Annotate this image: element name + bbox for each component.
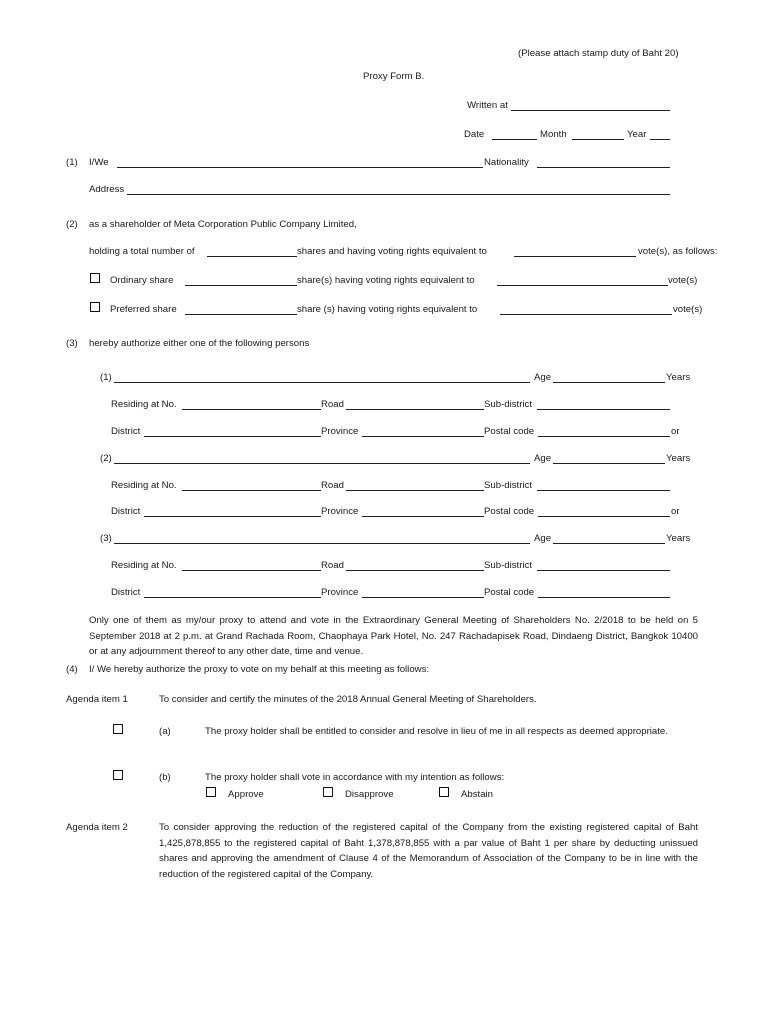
abstain-label: Abstain xyxy=(461,789,493,800)
person-2-district-label: District xyxy=(111,506,141,517)
person-1-age-field[interactable] xyxy=(553,382,665,383)
preferred-votes-label: vote(s) xyxy=(673,304,703,315)
total-shares-field[interactable] xyxy=(207,256,297,257)
section-4-number: (4) xyxy=(66,664,78,675)
holding-label: holding a total number of xyxy=(89,246,195,257)
preferred-shares-field[interactable] xyxy=(185,314,297,315)
person-2-subdistrict-field[interactable] xyxy=(537,490,670,491)
total-votes-field[interactable] xyxy=(514,256,636,257)
written-at-label: Written at xyxy=(467,100,508,111)
person-1-province-label: Province xyxy=(321,426,359,437)
person-3-subdistrict-label: Sub-district xyxy=(484,560,532,571)
person-1-residing-field[interactable] xyxy=(182,409,321,410)
proxy-meeting-paragraph: Only one of them as my/our proxy to attend and vote in the Extraordinary General Meeting of Shareholders No. 2/2018 to be held on 5 September 2018 at 2 p.m. at Grand Rachada Room, Chaophaya Park Hotel, No. 247 Rachadapisek Road, Dindaeng District, Bangkok 10400 or at any adjournment thereof to any other date, time and venue. xyxy=(89,615,698,657)
option-a-label: (a) xyxy=(159,726,171,737)
agenda-item-1-text: To consider and certify the minutes of the 2018 Annual General Meeting of Shareholders. xyxy=(159,694,537,705)
person-3-province-label: Province xyxy=(321,587,359,598)
person-3-name-field[interactable] xyxy=(114,543,530,544)
option-b-checkbox[interactable] xyxy=(113,770,123,780)
agenda-item-2-text: To consider approving the reduction of the registered capital of the Company from the existing registered capital of Baht 1,425,878,855 to the registered capital of Baht 1,378,878,855 with a par value of Baht 1 per share by deducting unissued shares and approving the amendment of Clause 4 of the Memorandum of Association of the Company to be in line with the reduction of the registered capital of the Company. xyxy=(159,822,698,880)
agenda-item-1-label: Agenda item 1 xyxy=(66,694,128,705)
person-2-residing-field[interactable] xyxy=(182,490,321,491)
disapprove-label: Disapprove xyxy=(345,789,394,800)
section-2-number: (2) xyxy=(66,219,78,230)
person-3-subdistrict-field[interactable] xyxy=(537,570,670,571)
person-1-subdistrict-label: Sub-district xyxy=(484,399,532,410)
person-1-district-label: District xyxy=(111,426,141,437)
iwe-label: I/We xyxy=(89,157,109,168)
nationality-label: Nationality xyxy=(484,157,529,168)
approve-checkbox[interactable] xyxy=(206,787,216,797)
person-3-road-label: Road xyxy=(321,560,344,571)
ordinary-share-checkbox[interactable] xyxy=(90,273,100,283)
address-field[interactable] xyxy=(127,194,670,195)
person-2-road-field[interactable] xyxy=(346,490,484,491)
person-1-road-label: Road xyxy=(321,399,344,410)
person-3-residing-label: Residing at No. xyxy=(111,560,177,571)
date-field[interactable] xyxy=(492,139,537,140)
person-3-number: (3) xyxy=(100,533,112,544)
person-3-age-label: Age xyxy=(534,533,552,544)
person-1-residing-label: Residing at No. xyxy=(111,399,177,410)
person-3-residing-field[interactable] xyxy=(182,570,321,571)
person-1-province-field[interactable] xyxy=(362,436,484,437)
abstain-checkbox[interactable] xyxy=(439,787,449,797)
person-1-subdistrict-field[interactable] xyxy=(537,409,670,410)
person-1-years-label: Years xyxy=(666,372,691,383)
date-label: Date xyxy=(464,129,485,140)
ordinary-rights-label: share(s) having voting rights equivalent to xyxy=(297,275,475,286)
person-2-age-label: Age xyxy=(534,453,552,464)
ordinary-shares-field[interactable] xyxy=(185,285,297,286)
option-a-checkbox[interactable] xyxy=(113,724,123,734)
section-1-number: (1) xyxy=(66,157,78,168)
person-2-subdistrict-label: Sub-district xyxy=(484,480,532,491)
person-2-postal-label: Postal code xyxy=(484,506,535,517)
preferred-rights-label: share (s) having voting rights equivalent to xyxy=(297,304,478,315)
person-3-district-field[interactable] xyxy=(144,597,321,598)
person-1-district-field[interactable] xyxy=(144,436,321,437)
person-2-name-field[interactable] xyxy=(114,463,530,464)
person-3-district-label: District xyxy=(111,587,141,598)
person-3-age-field[interactable] xyxy=(553,543,665,544)
person-3-postal-field[interactable] xyxy=(538,597,670,598)
ordinary-votes-label: vote(s) xyxy=(668,275,698,286)
preferred-share-label: Preferred share xyxy=(110,304,177,315)
person-1-name-field[interactable] xyxy=(114,382,530,383)
person-1-number: (1) xyxy=(100,372,112,383)
ordinary-share-label: Ordinary share xyxy=(110,275,174,286)
person-3-province-field[interactable] xyxy=(362,597,484,598)
authorize-persons-label: hereby authorize either one of the following persons xyxy=(89,338,310,349)
person-2-or-label: or xyxy=(671,506,680,517)
option-b-label: (b) xyxy=(159,772,171,783)
person-3-postal-label: Postal code xyxy=(484,587,535,598)
nationality-field[interactable] xyxy=(537,167,670,168)
person-1-postal-label: Postal code xyxy=(484,426,535,437)
vote-authorization-label: I/ We hereby authorize the proxy to vote on my behalf at this meeting as follows: xyxy=(89,664,430,675)
name-field[interactable] xyxy=(117,167,483,168)
form-title: Proxy Form B. xyxy=(363,71,425,82)
person-1-road-field[interactable] xyxy=(346,409,484,410)
option-b-text: The proxy holder shall vote in accordance with my intention as follows: xyxy=(205,772,505,783)
person-2-road-label: Road xyxy=(321,480,344,491)
preferred-share-checkbox[interactable] xyxy=(90,302,100,312)
written-at-field[interactable] xyxy=(511,110,670,111)
shares-having-label: shares and having voting rights equivalent to xyxy=(297,246,487,257)
disapprove-checkbox[interactable] xyxy=(323,787,333,797)
approve-label: Approve xyxy=(228,789,264,800)
stamp-duty-note: (Please attach stamp duty of Baht 20) xyxy=(518,48,679,59)
ordinary-votes-field[interactable] xyxy=(497,285,668,286)
person-2-district-field[interactable] xyxy=(144,516,321,517)
agenda-item-2-label: Agenda item 2 xyxy=(66,822,128,833)
person-2-number: (2) xyxy=(100,453,112,464)
year-label: Year xyxy=(627,129,647,140)
preferred-votes-field[interactable] xyxy=(500,314,672,315)
person-2-province-field[interactable] xyxy=(362,516,484,517)
person-2-postal-field[interactable] xyxy=(538,516,670,517)
shareholder-statement: as a shareholder of Meta Corporation Public Company Limited, xyxy=(89,219,357,230)
address-label: Address xyxy=(89,184,125,195)
section-3-number: (3) xyxy=(66,338,78,349)
year-field[interactable] xyxy=(650,139,670,140)
month-field[interactable] xyxy=(572,139,624,140)
month-label: Month xyxy=(540,129,567,140)
person-1-age-label: Age xyxy=(534,372,552,383)
votes-follows-label: vote(s), as follows: xyxy=(638,246,718,257)
person-1-postal-field[interactable] xyxy=(538,436,670,437)
person-2-years-label: Years xyxy=(666,453,691,464)
person-3-years-label: Years xyxy=(666,533,691,544)
person-3-road-field[interactable] xyxy=(346,570,484,571)
person-1-or-label: or xyxy=(671,426,680,437)
person-2-age-field[interactable] xyxy=(553,463,665,464)
option-a-text: The proxy holder shall be entitled to consider and resolve in lieu of me in all respects as deemed appropriate. xyxy=(205,726,668,737)
person-2-residing-label: Residing at No. xyxy=(111,480,177,491)
person-2-province-label: Province xyxy=(321,506,359,517)
